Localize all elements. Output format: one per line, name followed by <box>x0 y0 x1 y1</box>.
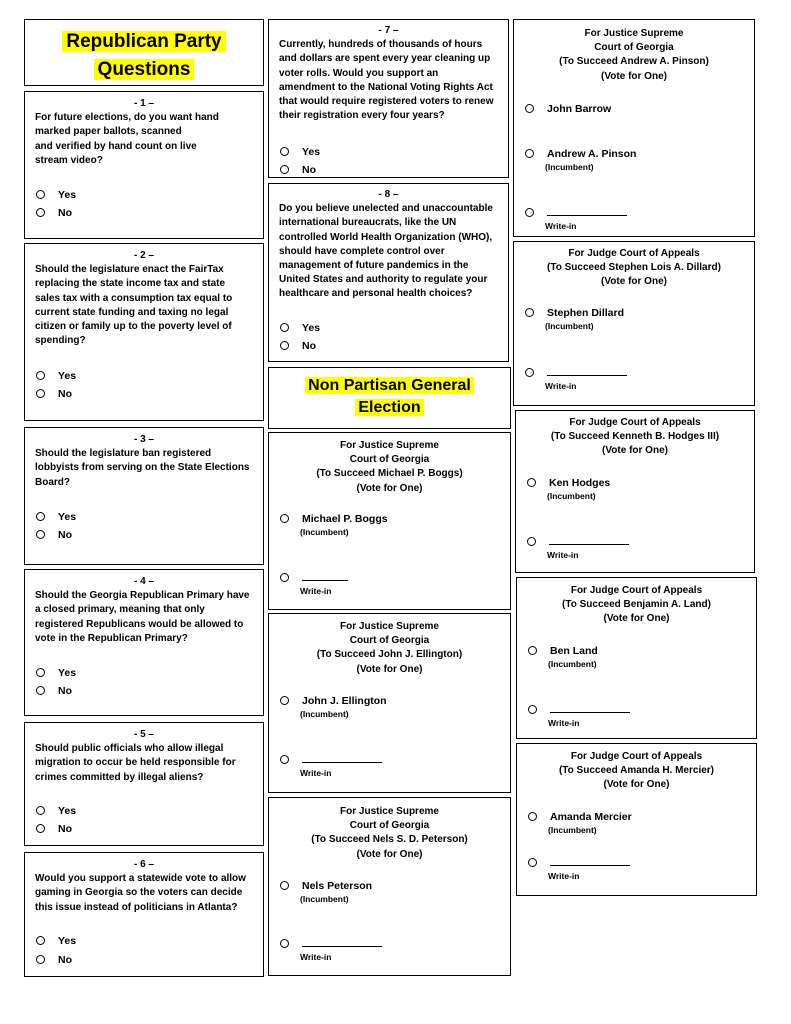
question-text: Would you support a statewide vote to allow gaming in Georgia so the voters can decide this issue instead of politicians in Atlanta? <box>35 873 246 913</box>
candidate-option-pinson[interactable] <box>525 148 636 173</box>
race-supreme-peterson <box>268 797 511 976</box>
radio-circle-icon[interactable] <box>36 686 45 695</box>
race-supreme-ellington <box>268 613 511 793</box>
question-1 <box>24 91 264 239</box>
question-5 <box>24 722 264 846</box>
incumbent-label: (Incumbent) <box>545 321 594 331</box>
radio-circle-icon[interactable] <box>525 308 534 317</box>
radio-circle-icon[interactable] <box>525 104 534 113</box>
write-in-label: Write-in <box>545 221 577 231</box>
yes-label: Yes <box>58 667 77 679</box>
candidate-option[interactable] <box>280 695 387 720</box>
radio-circle-icon[interactable] <box>36 936 45 945</box>
question-text: Should the legislature enact the FairTax replacing the state income tax and state sales tax with a consumption tax equal to current state funding and taxing no legal citizen or family up to the poverty level of spending? <box>35 264 233 347</box>
question-number: - 8 – <box>378 189 399 200</box>
candidate-option[interactable] <box>528 811 632 836</box>
nonpartisan-title <box>269 375 510 419</box>
radio-circle-icon[interactable] <box>36 806 45 815</box>
write-in-line[interactable] <box>547 366 627 376</box>
candidate-name: John J. Ellington <box>302 695 387 707</box>
radio-circle-icon[interactable] <box>36 208 45 217</box>
radio-circle-icon[interactable] <box>525 149 534 158</box>
radio-circle-icon[interactable] <box>36 668 45 677</box>
no-label: No <box>58 529 72 541</box>
question-text: Should the legislature ban registered lobbyists from serving on the State Elections Board? <box>35 448 250 488</box>
write-in-option[interactable] <box>528 703 630 729</box>
radio-circle-icon[interactable] <box>528 646 537 655</box>
write-in-line[interactable] <box>550 856 630 866</box>
radio-circle-icon[interactable] <box>527 537 536 546</box>
radio-circle-icon[interactable] <box>280 573 289 582</box>
no-label: No <box>58 954 72 966</box>
candidate-option[interactable] <box>527 477 610 502</box>
yes-option[interactable] <box>280 321 320 335</box>
radio-circle-icon[interactable] <box>36 512 45 521</box>
race-heading: For Justice Supreme Court of Georgia (To Succeed John J. Ellington) (Vote for One) <box>316 621 463 675</box>
nonpartisan-title-line1: Non Partisan General <box>305 377 474 394</box>
radio-circle-icon[interactable] <box>280 147 289 156</box>
nonpartisan-title-line2: Election <box>355 399 423 416</box>
radio-circle-icon[interactable] <box>36 824 45 833</box>
race-heading: For Judge Court of Appeals (To Succeed Kenneth B. Hodges III) (Vote for One) <box>550 417 720 457</box>
no-option[interactable] <box>36 387 72 401</box>
race-heading: For Judge Court of Appeals (To Succeed Benjamin A. Land) (Vote for One) <box>562 585 711 625</box>
write-in-line[interactable] <box>549 535 629 545</box>
incumbent-label: (Incumbent) <box>300 527 349 537</box>
write-in-option[interactable] <box>280 571 348 597</box>
radio-circle-icon[interactable] <box>527 478 536 487</box>
race-heading: For Judge Court of Appeals (To Succeed Amanda H. Mercier) (Vote for One) <box>558 751 715 791</box>
party-title-line1: Republican Party <box>62 31 225 52</box>
radio-circle-icon[interactable] <box>525 208 534 217</box>
no-label: No <box>302 340 316 352</box>
nonpartisan-title-box <box>268 367 511 429</box>
race-heading: For Judge Court of Appeals (To Succeed Stephen Lois A. Dillard) (Vote for One) <box>547 248 721 288</box>
write-in-option[interactable] <box>527 535 629 561</box>
yes-label: Yes <box>302 146 321 158</box>
yes-option[interactable] <box>36 804 76 818</box>
incumbent-label: (Incumbent) <box>300 894 349 904</box>
question-text: Should public officials who allow illegal migration to occur be held responsible for crimes committed by illegal aliens? <box>35 743 236 783</box>
radio-circle-icon[interactable] <box>280 939 289 948</box>
question-text: Should the Georgia Republican Primary have a closed primary, meaning that only registered Republicans would be allowed to vote in the Republican Primary? <box>35 590 250 644</box>
race-supreme-boggs <box>268 432 511 610</box>
radio-circle-icon[interactable] <box>280 881 289 890</box>
candidate-option[interactable] <box>525 307 624 332</box>
question-text: Currently, hundreds of thousands of hours and dollars are spent every year cleaning up voter rolls. Would you support an amendment to the National Voting Rights Act that would require registered voters to renew their registration every four years? <box>279 39 494 122</box>
question-number: - 3 – <box>133 434 154 445</box>
incumbent-label: (Incumbent) <box>548 659 597 669</box>
radio-circle-icon[interactable] <box>280 514 289 523</box>
no-option[interactable] <box>36 528 72 542</box>
candidate-option[interactable] <box>280 513 388 538</box>
question-text: For future elections, do you want hand marked paper ballots, scanned and verified by hand count on live stream video? <box>35 112 219 166</box>
write-in-label: Write-in <box>548 871 580 881</box>
yes-label: Yes <box>58 370 77 382</box>
question-number: - 7 – <box>378 25 399 36</box>
candidate-name: Nels Peterson <box>302 880 373 892</box>
no-label: No <box>58 388 72 400</box>
radio-circle-icon[interactable] <box>36 530 45 539</box>
race-appeals-dillard <box>513 241 755 406</box>
party-title-line2: Questions <box>94 59 195 80</box>
no-option[interactable] <box>280 163 316 177</box>
candidate-name: Andrew A. Pinson <box>547 148 637 160</box>
race-appeals-mercier <box>516 743 757 896</box>
question-4 <box>24 569 264 716</box>
question-2 <box>24 243 264 421</box>
radio-circle-icon[interactable] <box>280 323 289 332</box>
write-in-option[interactable] <box>280 753 382 779</box>
write-in-label: Write-in <box>547 550 579 560</box>
write-in-option[interactable] <box>280 937 382 963</box>
radio-circle-icon[interactable] <box>36 190 45 199</box>
no-label: No <box>302 164 316 176</box>
write-in-line[interactable] <box>547 206 627 216</box>
write-in-label: Write-in <box>300 952 332 962</box>
question-3 <box>24 427 264 565</box>
incumbent-label: (Incumbent) <box>548 825 597 835</box>
radio-circle-icon[interactable] <box>528 812 537 821</box>
yes-option[interactable] <box>36 934 76 948</box>
no-option[interactable] <box>36 684 72 698</box>
party-title <box>25 28 263 84</box>
candidate-name: Michael P. Boggs <box>302 513 388 525</box>
question-number: - 1 – <box>133 98 154 109</box>
no-option[interactable] <box>280 339 316 353</box>
write-in-label: Write-in <box>548 718 580 728</box>
candidate-name: Stephen Dillard <box>547 307 625 319</box>
race-appeals-hodges <box>515 410 755 573</box>
race-heading: For Justice Supreme Court of Georgia (To Succeed Andrew A. Pinson) (Vote for One) <box>559 28 709 82</box>
race-heading: For Justice Supreme Court of Georgia (To Succeed Nels S. D. Peterson) (Vote for One) <box>311 806 468 860</box>
candidate-name: Ben Land <box>550 645 598 657</box>
yes-label: Yes <box>302 322 321 334</box>
no-option[interactable] <box>36 953 72 967</box>
yes-label: Yes <box>58 189 77 201</box>
write-in-line[interactable] <box>302 571 348 581</box>
radio-circle-icon[interactable] <box>280 696 289 705</box>
candidate-name: John Barrow <box>547 103 612 115</box>
incumbent-label: (Incumbent) <box>300 709 349 719</box>
no-option[interactable] <box>36 822 72 836</box>
race-appeals-land <box>516 577 757 739</box>
candidate-name: Amanda Mercier <box>550 811 632 823</box>
question-6 <box>24 852 264 977</box>
question-number: - 5 – <box>133 729 154 740</box>
yes-option[interactable] <box>36 188 76 202</box>
candidate-option-barrow[interactable] <box>525 103 611 116</box>
radio-circle-icon[interactable] <box>525 368 534 377</box>
write-in-line[interactable] <box>550 703 630 713</box>
write-in-option[interactable] <box>528 856 630 882</box>
no-label: No <box>58 823 72 835</box>
radio-circle-icon[interactable] <box>280 341 289 350</box>
yes-option[interactable] <box>36 369 76 383</box>
candidate-option[interactable] <box>528 645 598 670</box>
write-in-label: Write-in <box>545 381 577 391</box>
candidate-option[interactable] <box>280 880 372 905</box>
no-label: No <box>58 685 72 697</box>
yes-option[interactable] <box>280 145 320 159</box>
write-in-label: Write-in <box>300 768 332 778</box>
write-in-line[interactable] <box>302 937 382 947</box>
incumbent-label: (Incumbent) <box>545 162 594 172</box>
radio-circle-icon[interactable] <box>36 389 45 398</box>
write-in-label: Write-in <box>300 586 332 596</box>
party-title-box <box>24 19 264 86</box>
radio-circle-icon[interactable] <box>36 955 45 964</box>
race-supreme-pinson <box>513 19 755 237</box>
race-heading: For Justice Supreme Court of Georgia (To Succeed Michael P. Boggs) (Vote for One) <box>316 440 463 494</box>
question-number: - 4 – <box>133 576 154 587</box>
no-label: No <box>58 207 72 219</box>
question-8 <box>268 183 509 362</box>
yes-label: Yes <box>58 511 77 523</box>
yes-label: Yes <box>58 805 77 817</box>
yes-option[interactable] <box>36 510 76 524</box>
no-option[interactable] <box>36 206 72 220</box>
question-number: - 6 – <box>133 859 154 870</box>
yes-label: Yes <box>58 935 77 947</box>
radio-circle-icon[interactable] <box>528 705 537 714</box>
radio-circle-icon[interactable] <box>280 755 289 764</box>
radio-circle-icon[interactable] <box>528 858 537 867</box>
question-7 <box>268 19 509 178</box>
question-number: - 2 – <box>133 250 154 261</box>
radio-circle-icon[interactable] <box>36 371 45 380</box>
write-in-option[interactable] <box>525 206 627 232</box>
question-text: Do you believe unelected and unaccountable international bureaucrats, like the UN controlled World Health Organization (WHO), should have complete control over management of future pandemics in the United States and authority to regulate your healthcare and personal health choices? <box>279 203 493 300</box>
write-in-line[interactable] <box>302 753 382 763</box>
yes-option[interactable] <box>36 666 76 680</box>
candidate-name: Ken Hodges <box>549 477 611 489</box>
radio-circle-icon[interactable] <box>280 165 289 174</box>
write-in-option[interactable] <box>525 366 627 392</box>
incumbent-label: (Incumbent) <box>547 491 596 501</box>
